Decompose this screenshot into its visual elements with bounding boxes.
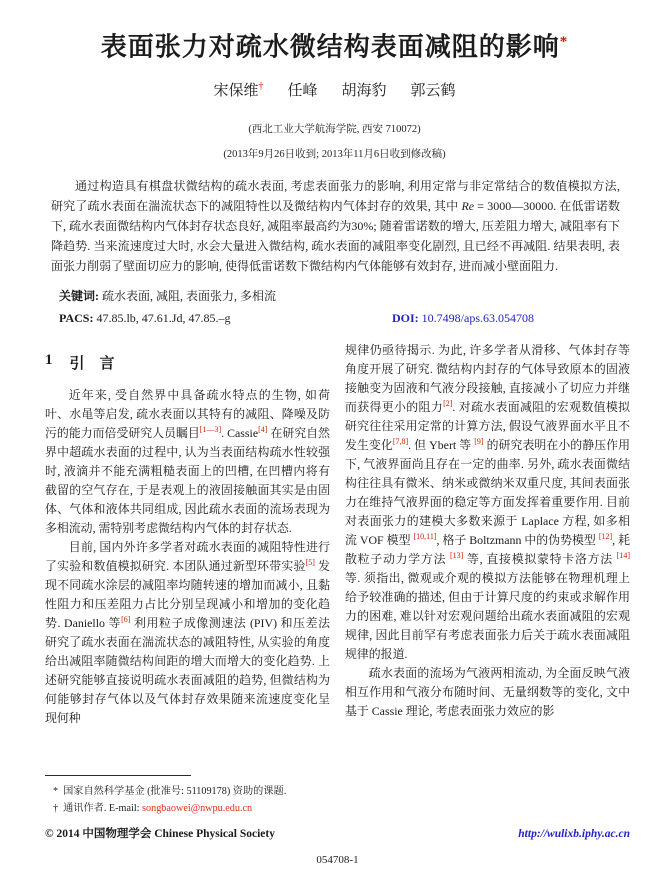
reference-citation[interactable]: [6] bbox=[121, 614, 131, 624]
text-run: 通过构造具有棋盘状微结构的疏水表面, 考虑表面张力的影响, 利用定常与非定常结合的数值模拟方法, 研究了疏水表面在湍流状态下的减阻特性以及微结构内气体封存的效果, 其中 bbox=[51, 178, 620, 213]
text-run: . Cassie bbox=[221, 425, 259, 440]
title-text: 表面张力对疏水微结构表面减阻的影响 bbox=[100, 32, 560, 62]
paragraph bbox=[45, 538, 330, 728]
paragraph bbox=[345, 341, 630, 664]
reference-citation[interactable]: [2] bbox=[443, 398, 453, 408]
two-column-body bbox=[0, 327, 669, 817]
reference-citation[interactable]: [9] bbox=[474, 436, 484, 446]
affiliation: (西北工业大学航海学院, 西安 710072) bbox=[248, 123, 421, 135]
author-1 bbox=[213, 79, 263, 100]
author-2 bbox=[287, 79, 317, 100]
paragraph bbox=[45, 386, 330, 538]
page-title bbox=[40, 25, 629, 65]
left-column bbox=[45, 341, 330, 817]
keywords-label: 关键词: bbox=[59, 288, 99, 303]
section-title: 引 言 bbox=[69, 355, 115, 372]
text-run: 在研究自然界中超疏水表面的过程中, 认为当表面结构疏水性较强时, 液滴并不能充满粗糙表面上的凹槽, 在凹槽内将有截留的空气存在, 于是表观上的液固接触面其实是由固体、气体和液体共同组成, 因此疏水表面的流场表现为多相流动, 需特别考虑微结构内气体的封存状态. bbox=[45, 425, 330, 535]
footnote-text bbox=[63, 801, 252, 818]
text-run: 等. 须指出, 微观或介观的模拟方法能够在物理机理上给予较准确的描述, 但由于计算尺度的约束或求解作用力的困难, 难以针对宏观问题给出疏水表面减阻的宏观规律, 因此目前罕有考虑表面张力后关于疏水表面减阻规律的报道. bbox=[345, 570, 630, 661]
author-list bbox=[0, 79, 669, 100]
footer-row bbox=[45, 825, 630, 841]
section-number: 1 bbox=[45, 351, 53, 368]
text-run: 的研究表明在小的静压作用下, 气液界面尚且存在一定的曲率. 另外, 疏水表面微结构往往具有微米、纳米或微纳米双重尺度, 其间表面张力在维持气液界面的稳定等方面发挥着重要作用. 目前对表面张力的建模大多数来源于 Laplace 方程, 如多相流 VOF 模型 bbox=[345, 437, 630, 547]
text-run: 疏水表面的流场为气液两相流动, 为全面反映气液相互作用和气液分布随时间、无量纲数等的变化, 文中基于 Cassie 理论, 考虑表面张力效应的影 bbox=[345, 665, 630, 718]
paper-header bbox=[0, 0, 669, 176]
footnote-marker: † bbox=[53, 802, 59, 814]
reference-citation[interactable]: [5] bbox=[305, 557, 315, 567]
title-footnote-marker[interactable]: * bbox=[559, 34, 569, 50]
keywords-value: 疏水表面, 减阻, 表面张力, 多相流 bbox=[102, 288, 277, 303]
reference-citation[interactable]: [12] bbox=[598, 531, 613, 541]
section-1-heading bbox=[45, 352, 330, 373]
reference-citation[interactable]: [7,8] bbox=[392, 436, 409, 446]
italic-symbol: Re bbox=[461, 198, 475, 213]
abstract bbox=[51, 176, 620, 276]
text-run: , 耗散粒子动力学方法 bbox=[345, 532, 630, 566]
reference-citation[interactable]: [13] bbox=[449, 550, 464, 560]
funding-footnote bbox=[45, 784, 330, 801]
text-run: . 对疏水表面减阻的宏观数值模拟研究往往采用定常的计算方法, 假设气液界面水平且不发生变化 bbox=[345, 399, 630, 452]
author-name: 任峰 bbox=[287, 82, 318, 99]
doi-label: DOI: bbox=[392, 310, 419, 325]
text-run: . 但 Ybert 等 bbox=[408, 437, 475, 452]
text-run: = 3000—30000. 在低雷诺数下, 疏水表面微结构内气体封存状态良好, 减阻率最高约为30%; 随着雷诺数的增大, 压差阻力增大, 减阻率有下降趋势. 当来流速度过大时, 水会大量进入微结构, 疏水表面的减阻率变化剧烈, 且已经不再减阻. 结果表明, 表面张力削弱了壁面切应力的影响, 使得低雷诺数下微结构内气体能够有效封存, 进而减小壁面阻力. bbox=[51, 198, 620, 273]
footnote-text bbox=[63, 784, 286, 801]
text-run: 近年来, 受自然界中具备疏水特点的生物, 如荷叶、水黾等启发, 疏水表面以其特有的减阻、降噪及防污的能力而倍受研究人员瞩目 bbox=[45, 387, 330, 440]
right-column bbox=[345, 341, 630, 817]
footnote-block bbox=[45, 769, 330, 817]
reference-citation[interactable]: [1—3] bbox=[199, 424, 222, 434]
author-name: 郭云鹤 bbox=[410, 82, 456, 99]
author-4 bbox=[411, 79, 456, 100]
text-run: 通讯作者. E-mail: bbox=[63, 802, 143, 814]
page-footer bbox=[0, 817, 669, 878]
reference-citation[interactable]: [14] bbox=[616, 550, 630, 560]
page-number: 054708-1 bbox=[316, 854, 359, 866]
keywords-row bbox=[59, 287, 620, 304]
doi-group bbox=[392, 311, 534, 326]
author-name: 胡海豹 bbox=[341, 82, 387, 99]
text-run: 等, 直接模拟蒙特卡洛方法 bbox=[463, 551, 617, 566]
reference-citation[interactable]: [10,11] bbox=[413, 531, 437, 541]
email-link[interactable]: songbaowei@nwpu.edu.cn bbox=[142, 802, 253, 814]
pacs-row bbox=[59, 311, 620, 327]
author-name: 宋保维 bbox=[213, 82, 259, 99]
copyright-notice: © 2014 中国物理学会 Chinese Physical Society bbox=[45, 828, 275, 840]
pacs-value: 47.85.lb, 47.61.Jd, 47.85.–g bbox=[96, 310, 231, 325]
text-run: 利用粒子成像测速法 (PIV) 和压差法研究了疏水表面在湍流状态的减阻特性, 从实验的角度给出减阻率随微结构间距的增大而增大的变化趋势. 上述研究能够直接说明疏水表面减阻的趋势, 但微结构为何能够封存气体以及气体封存效果随来流速度变化呈现何种 bbox=[45, 615, 330, 725]
text-run: 目前, 国内外许多学者对疏水表面的减阻特性进行了实验和数值模拟研究. 本团队通过新型环带实验 bbox=[45, 539, 330, 573]
pacs-label: PACS: bbox=[59, 310, 94, 325]
meta-block bbox=[59, 287, 620, 327]
footnote-rule bbox=[45, 775, 191, 776]
footnote-marker: * bbox=[53, 786, 59, 797]
text-run: 国家自然科学基金 (批准号: 51109178) 资助的课题. bbox=[63, 786, 287, 797]
doi-link[interactable]: 10.7498/aps.63.054708 bbox=[421, 310, 535, 325]
author-3 bbox=[342, 79, 387, 100]
reference-citation[interactable]: [4] bbox=[258, 424, 268, 434]
corresponding-author-footnote bbox=[45, 801, 330, 818]
journal-url-link[interactable]: http://wulixb.iphy.ac.cn bbox=[518, 828, 630, 840]
text-run: , 格子 Boltzmann 中的伪势模型 bbox=[436, 532, 599, 547]
text-run: 发现不同疏水涂层的减阻率均随转速的增加而减小, 且黏性阻力和压差阻力占比分别呈现减小和增加的变化趋势. Daniello 等 bbox=[45, 558, 330, 630]
corresponding-author-marker[interactable]: † bbox=[258, 80, 264, 92]
text-run: 规律仍亟待揭示. 为此, 许多学者从滑移、气体封存等角度开展了研究. 微结构内封存的气体导致原本的固液接触变为固液和气液分段接触, 直接减小了切应力并继而获得更小的阻力 bbox=[345, 342, 630, 414]
paragraph bbox=[345, 664, 630, 721]
received-dates: (2013年9月26日收到; 2013年11月6日收到修改稿) bbox=[223, 148, 446, 160]
